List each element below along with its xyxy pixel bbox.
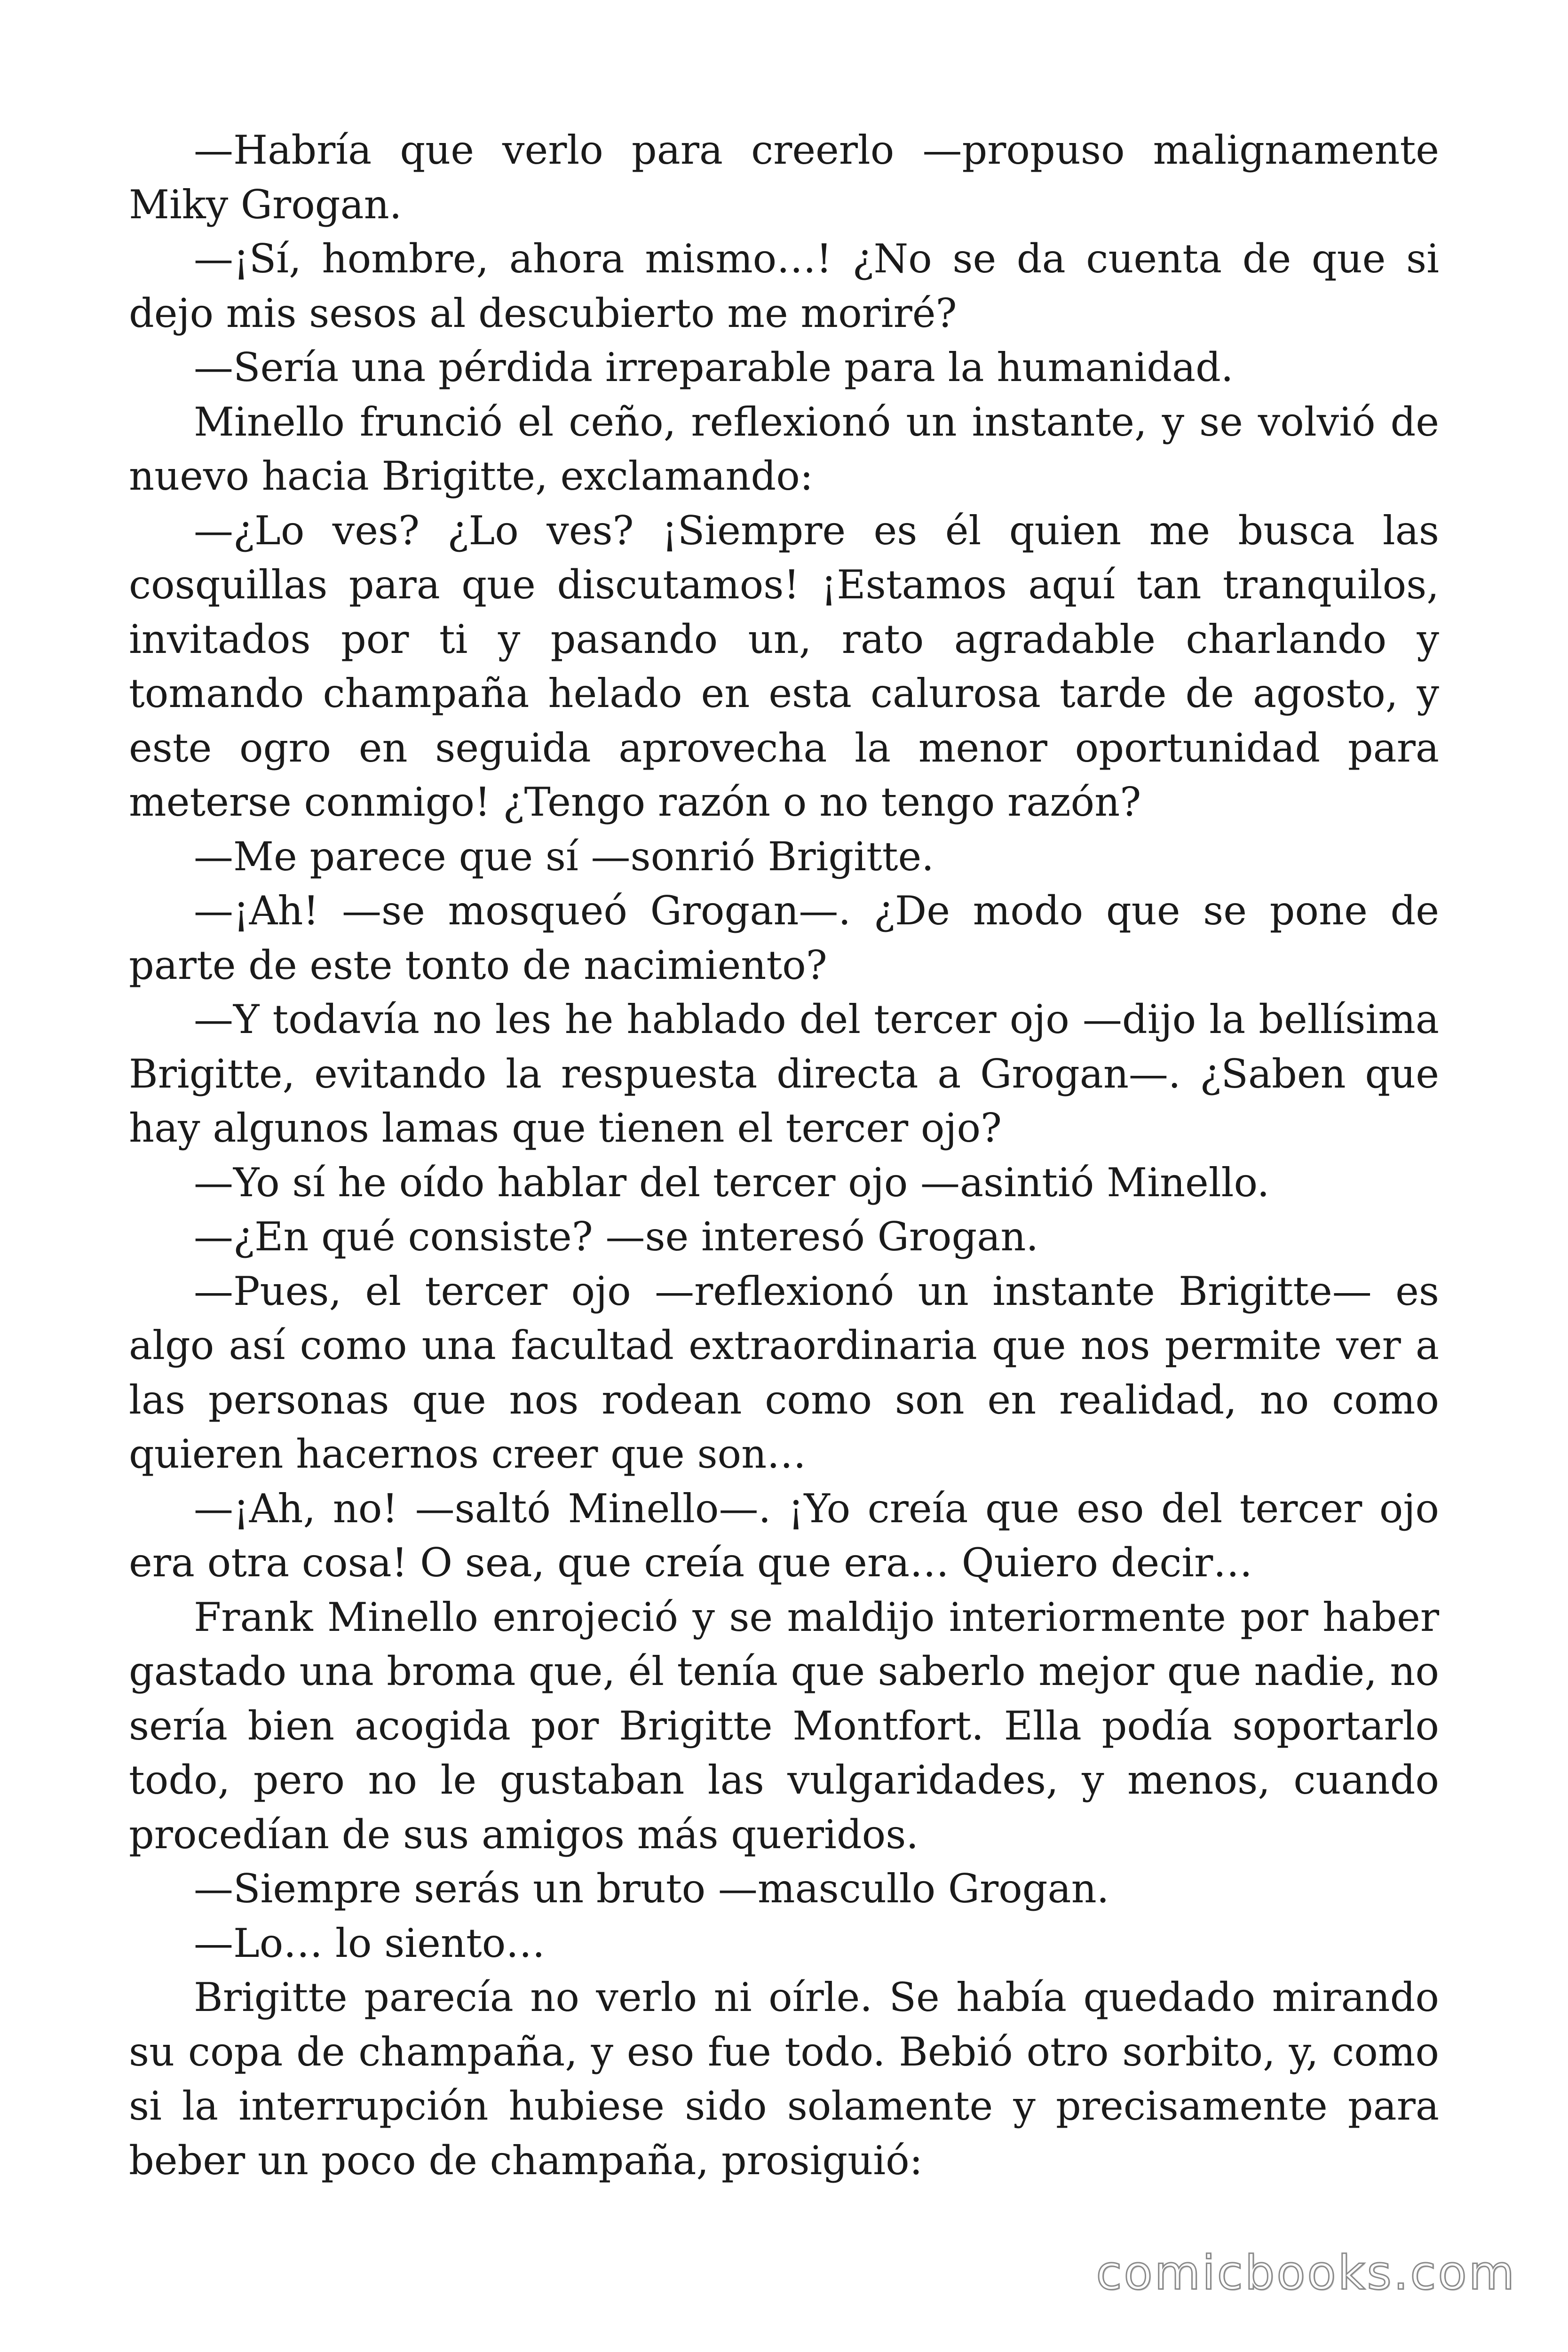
paragraph: Minello frunció el ceño, reflexionó un instante, y se volvió de nuevo hacia Brigitte, exclamando:	[129, 398, 1439, 499]
paragraph: Brigitte parecía no verlo ni oírle. Se había quedado mirando su copa de champaña, y eso fue todo. Bebió otro sorbito, y, como si la interrupción hubiese sido solamente y precisamente para beber un poco de champaña, prosiguió:	[129, 1974, 1439, 2184]
paragraph: —Yo sí he oído hablar del tercer ojo —asintió Minello.	[194, 1159, 1270, 1206]
paragraph: —Y todavía no les he hablado del tercer ojo —dijo la bellísima Brigitte, evitando la respuesta directa a Grogan—. ¿Saben que hay algunos lamas que tienen el tercer ojo?	[129, 996, 1439, 1151]
paragraph: —Lo… lo siento…	[194, 1920, 546, 1966]
paragraph: —Siempre serás un bruto —mascullo Grogan.	[194, 1866, 1109, 1912]
paragraph: —Habría que verlo para creerlo —propuso malignamente Miky Grogan.	[129, 127, 1439, 228]
paragraph: —¡Ah! —se mosqueó Grogan—. ¿De modo que se pone de parte de este tonto de nacimiento?	[129, 888, 1439, 988]
paragraph: —¡Ah, no! —saltó Minello—. ¡Yo creía que eso del tercer ojo era otra cosa! O sea, que creía que era… Quiero decir…	[129, 1485, 1439, 1586]
watermark-logo: comicbooks.com	[1096, 2245, 1516, 2300]
paragraph: —Sería una pérdida irreparable para la humanidad.	[194, 344, 1234, 390]
page-body	[129, 123, 1439, 2188]
paragraph: —¿Lo ves? ¿Lo ves? ¡Siempre es él quien me busca las cosquillas para que discutamos! ¡Estamos aquí tan tranquilos, invitados por ti y pasando un, rato agradable charlando y tomando champaña helado en esta calurosa tarde de agosto, y este ogro en seguida aprovecha la menor oportunidad para meterse conmigo! ¿Tengo razón o no tengo razón?	[129, 507, 1439, 825]
paragraph: —Me parece que sí —sonrió Brigitte.	[194, 833, 934, 880]
paragraph: —Pues, el tercer ojo —reflexionó un instante Brigitte— es algo así como una facultad extraordinaria que nos permite ver a las personas que nos rodean como son en realidad, no como quieren hacernos creer que son…	[129, 1268, 1439, 1477]
paragraph: —¿En qué consiste? —se interesó Grogan.	[194, 1214, 1039, 1260]
paragraph: —¡Sí, hombre, ahora mismo…! ¿No se da cuenta de que si dejo mis sesos al descubierto me moriré?	[129, 236, 1439, 336]
paragraph: Frank Minello enrojeció y se maldijo interiormente por haber gastado una broma que, él tenía que saberlo mejor que nadie, no sería bien acogida por Brigitte Montfort. Ella podía soportarlo todo, pero no le gustaban las vulgaridades, y menos, cuando procedían de sus amigos más queridos.	[129, 1594, 1439, 1858]
